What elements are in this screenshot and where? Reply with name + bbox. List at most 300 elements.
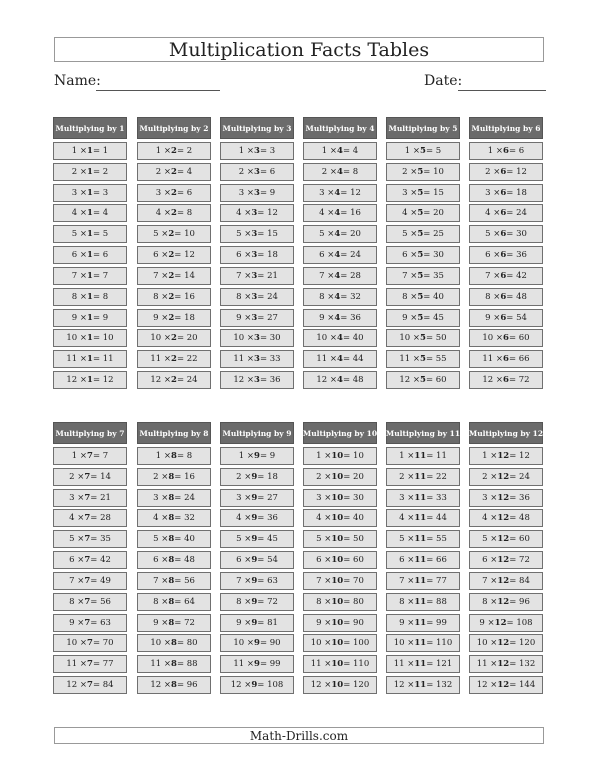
row-left: 5 × (236, 229, 252, 240)
table-row (386, 593, 460, 611)
row-product: = 14 (174, 270, 195, 281)
row-multiplier: 7 (87, 450, 93, 461)
row-left: 9 × (236, 617, 252, 628)
table-row (53, 447, 127, 465)
row-multiplier: 3 (251, 291, 258, 302)
footer: Math-Drills.com (54, 727, 544, 744)
row-product: = 96 (176, 680, 198, 691)
row-left: 1 × (155, 450, 172, 461)
row-product: = 40 (174, 534, 195, 545)
row-left: 4 × (69, 513, 85, 524)
table-row (220, 309, 294, 327)
table-header: Multiplying by 12 (469, 422, 543, 444)
row-left: 5 × (485, 229, 501, 240)
table-row (303, 225, 377, 243)
row-left: 2 × (153, 471, 169, 482)
row-left: 10 × (150, 333, 172, 344)
row-multiplier: 11 (414, 575, 427, 586)
row-product: = 110 (426, 638, 453, 649)
row-product: = 99 (426, 617, 447, 628)
row-product: = 81 (257, 617, 278, 628)
table-row (137, 614, 211, 632)
row-multiplier: 1 (87, 312, 93, 323)
table-row (53, 593, 127, 611)
row-left: 10 × (233, 638, 255, 649)
row-product: = 10 (423, 166, 444, 177)
row-left: 4 × (236, 208, 252, 219)
row-product: = 70 (92, 638, 114, 649)
row-product: = 84 (92, 680, 114, 691)
row-left: 10 × (66, 638, 88, 649)
row-product: = 11 (92, 354, 114, 365)
row-product: = 20 (340, 229, 361, 240)
table-row (386, 225, 460, 243)
row-multiplier: 10 (331, 534, 344, 545)
row-product: = 108 (257, 680, 284, 691)
row-left: 6 × (153, 250, 169, 261)
table-row (386, 447, 460, 465)
table-row (53, 309, 127, 327)
row-left: 9 × (236, 312, 252, 323)
row-left: 1 × (399, 450, 415, 461)
row-multiplier: 9 (251, 575, 258, 586)
name-field[interactable] (96, 90, 220, 91)
row-product: = 21 (257, 270, 278, 281)
table-row (469, 551, 543, 569)
row-left: 9 × (399, 617, 415, 628)
row-left: 5 × (153, 534, 169, 545)
row-multiplier: 1 (87, 229, 93, 240)
row-left: 3 × (153, 492, 169, 503)
row-left: 11 × (399, 354, 421, 365)
table-row (469, 184, 543, 202)
row-left: 1 × (316, 450, 332, 461)
table-row (469, 655, 543, 673)
row-multiplier: 7 (84, 617, 91, 628)
table-header: Multiplying by 10 (303, 422, 377, 444)
table-row (303, 676, 377, 694)
row-product: = 90 (343, 617, 364, 628)
table-row (303, 614, 377, 632)
table-row (469, 163, 543, 181)
row-left: 8 × (236, 596, 252, 607)
row-multiplier: 7 (84, 534, 91, 545)
row-product: = 96 (509, 596, 530, 607)
table-row (386, 267, 460, 285)
row-product: = 12 (506, 166, 527, 177)
row-product: = 24 (174, 492, 195, 503)
row-product: = 16 (174, 471, 195, 482)
row-left: 12 × (399, 375, 421, 386)
row-multiplier: 4 (337, 333, 343, 344)
row-left: 8 × (485, 291, 501, 302)
multiplication-table (137, 422, 211, 694)
row-multiplier: 5 (420, 375, 426, 386)
table-row (53, 163, 127, 181)
row-multiplier: 9 (251, 596, 258, 607)
row-multiplier: 2 (168, 312, 175, 323)
row-product: = 24 (257, 291, 278, 302)
table-row (137, 593, 211, 611)
row-multiplier: 6 (500, 229, 507, 240)
row-multiplier: 1 (87, 145, 93, 156)
row-product: = 120 (343, 680, 370, 691)
row-left: 7 × (153, 575, 169, 586)
row-product: = 63 (90, 617, 111, 628)
row-left: 3 × (482, 492, 498, 503)
row-multiplier: 7 (84, 513, 91, 524)
row-multiplier: 10 (331, 617, 344, 628)
table-row (303, 572, 377, 590)
row-product: = 144 (509, 680, 536, 691)
row-left: 11 × (393, 659, 415, 670)
table-row (220, 184, 294, 202)
table-row (303, 142, 377, 160)
table-header: Multiplying by 6 (469, 117, 543, 139)
row-product: = 8 (176, 208, 193, 219)
row-product: = 70 (343, 575, 364, 586)
row-product: = 60 (509, 534, 530, 545)
row-product: = 1 (92, 145, 109, 156)
row-multiplier: 12 (497, 659, 510, 670)
table-row (386, 676, 460, 694)
row-left: 8 × (236, 291, 252, 302)
table-row (53, 655, 127, 673)
row-left: 6 × (71, 250, 88, 261)
row-multiplier: 3 (251, 312, 258, 323)
row-left: 9 × (485, 312, 501, 323)
multiplication-table (220, 117, 294, 389)
row-multiplier: 8 (171, 659, 177, 670)
table-row (303, 489, 377, 507)
row-product: = 60 (508, 333, 530, 344)
row-multiplier: 9 (251, 617, 258, 628)
row-product: = 24 (506, 208, 527, 219)
row-product: = 88 (176, 659, 198, 670)
table-row (386, 530, 460, 548)
table-row (137, 509, 211, 527)
table-row (220, 204, 294, 222)
row-product: = 108 (506, 617, 533, 628)
row-multiplier: 4 (334, 312, 341, 323)
row-multiplier: 4 (337, 354, 343, 365)
row-multiplier: 11 (414, 513, 427, 524)
table-row (386, 288, 460, 306)
row-multiplier: 2 (168, 291, 175, 302)
row-multiplier: 5 (417, 208, 424, 219)
table-row (53, 329, 127, 347)
table-row (220, 288, 294, 306)
row-product: = 2 (92, 166, 109, 177)
table-row (220, 509, 294, 527)
table-row (220, 572, 294, 590)
multiplication-table (303, 117, 377, 389)
table-row (137, 551, 211, 569)
row-product: = 40 (423, 291, 444, 302)
row-left: 5 × (399, 534, 415, 545)
row-product: = 40 (343, 513, 364, 524)
row-product: = 56 (174, 575, 195, 586)
row-left: 3 × (71, 187, 88, 198)
row-multiplier: 3 (251, 270, 258, 281)
row-product: = 42 (90, 555, 111, 566)
table-row (303, 309, 377, 327)
table-row (303, 593, 377, 611)
row-product: = 56 (90, 596, 111, 607)
row-product: = 3 (92, 187, 109, 198)
row-multiplier: 7 (87, 680, 93, 691)
row-multiplier: 10 (331, 680, 344, 691)
row-left: 2 × (399, 471, 415, 482)
table-row (303, 530, 377, 548)
row-left: 10 × (66, 333, 88, 344)
row-left: 6 × (482, 555, 498, 566)
row-multiplier: 11 (414, 638, 427, 649)
row-product: = 7 (92, 450, 109, 461)
row-left: 12 × (482, 375, 504, 386)
row-multiplier: 3 (254, 145, 260, 156)
row-product: = 6 (508, 145, 525, 156)
row-left: 11 × (476, 659, 498, 670)
row-left: 8 × (153, 596, 169, 607)
row-multiplier: 4 (334, 250, 341, 261)
row-product: = 55 (425, 354, 447, 365)
table-row (53, 489, 127, 507)
row-left: 1 × (238, 450, 255, 461)
row-product: = 18 (257, 250, 278, 261)
row-left: 6 × (153, 555, 169, 566)
table-row (386, 655, 460, 673)
row-multiplier: 11 (414, 617, 427, 628)
row-left: 8 × (316, 596, 332, 607)
row-product: = 27 (257, 492, 278, 503)
row-multiplier: 8 (168, 575, 175, 586)
table-row (469, 447, 543, 465)
row-product: = 10 (174, 229, 195, 240)
row-multiplier: 9 (251, 680, 258, 691)
row-left: 10 × (476, 638, 498, 649)
row-product: = 11 (426, 450, 447, 461)
row-product: = 18 (257, 471, 278, 482)
table-row (220, 329, 294, 347)
row-multiplier: 9 (254, 638, 260, 649)
row-multiplier: 3 (254, 166, 260, 177)
table-row (53, 551, 127, 569)
row-product: = 90 (259, 638, 281, 649)
table-row (303, 184, 377, 202)
row-multiplier: 4 (334, 187, 341, 198)
row-left: 2 × (402, 166, 418, 177)
table-row (386, 163, 460, 181)
row-multiplier: 7 (84, 575, 91, 586)
table-row (137, 288, 211, 306)
table-row (469, 509, 543, 527)
row-multiplier: 12 (497, 471, 510, 482)
row-multiplier: 5 (417, 250, 424, 261)
row-product: = 30 (423, 250, 444, 261)
row-product: = 12 (174, 250, 195, 261)
row-left: 9 × (153, 617, 169, 628)
row-product: = 30 (506, 229, 527, 240)
row-product: = 33 (426, 492, 447, 503)
table-row (53, 468, 127, 486)
row-left: 11 × (233, 354, 255, 365)
row-left: 7 × (69, 575, 85, 586)
date-field[interactable] (458, 90, 546, 91)
row-left: 11 × (66, 659, 88, 670)
row-product: = 30 (343, 492, 364, 503)
row-product: = 10 (92, 333, 114, 344)
table-row (220, 593, 294, 611)
row-left: 4 × (153, 513, 169, 524)
row-left: 7 × (485, 270, 501, 281)
table-row (469, 634, 543, 652)
row-multiplier: 2 (168, 250, 175, 261)
row-multiplier: 9 (251, 513, 258, 524)
row-left: 1 × (487, 145, 504, 156)
page-title: Multiplication Facts Tables (54, 37, 544, 62)
row-left: 9 × (319, 312, 335, 323)
table-row (303, 509, 377, 527)
row-multiplier: 12 (497, 555, 510, 566)
table-row (53, 509, 127, 527)
row-product: = 20 (343, 471, 364, 482)
row-product: = 55 (426, 534, 447, 545)
row-product: = 22 (426, 471, 447, 482)
table-row (53, 267, 127, 285)
row-product: = 5 (425, 145, 442, 156)
row-left: 6 × (316, 555, 332, 566)
row-product: = 45 (257, 534, 278, 545)
row-left: 6 × (399, 555, 415, 566)
row-multiplier: 2 (171, 354, 177, 365)
row-left: 7 × (153, 270, 169, 281)
table-row (220, 634, 294, 652)
row-product: = 48 (509, 513, 530, 524)
row-left: 6 × (319, 250, 335, 261)
row-left: 12 × (66, 375, 88, 386)
row-left: 4 × (155, 208, 172, 219)
table-row (220, 489, 294, 507)
row-multiplier: 6 (503, 354, 509, 365)
table-header: Multiplying by 3 (220, 117, 294, 139)
row-left: 12 × (476, 680, 498, 691)
row-left: 9 × (316, 617, 332, 628)
table-header: Multiplying by 9 (220, 422, 294, 444)
table-row (386, 614, 460, 632)
table-row (53, 225, 127, 243)
row-product: = 33 (259, 354, 281, 365)
row-multiplier: 8 (168, 555, 175, 566)
table-row (469, 309, 543, 327)
row-product: = 30 (259, 333, 281, 344)
table-row (303, 551, 377, 569)
row-multiplier: 12 (497, 450, 510, 461)
row-multiplier: 10 (331, 555, 344, 566)
row-product: = 66 (508, 354, 530, 365)
row-multiplier: 8 (171, 638, 177, 649)
table-header: Multiplying by 1 (53, 117, 127, 139)
table-row (137, 225, 211, 243)
table-header: Multiplying by 7 (53, 422, 127, 444)
table-row (220, 225, 294, 243)
row-left: 11 × (482, 354, 504, 365)
row-product: = 77 (426, 575, 447, 586)
row-left: 3 × (238, 187, 255, 198)
row-multiplier: 12 (497, 680, 510, 691)
row-product: = 15 (423, 187, 444, 198)
row-product: = 16 (340, 208, 361, 219)
row-left: 6 × (402, 250, 418, 261)
row-multiplier: 2 (171, 145, 177, 156)
row-product: = 22 (176, 354, 198, 365)
row-multiplier: 6 (503, 375, 509, 386)
row-product: = 72 (174, 617, 195, 628)
row-multiplier: 11 (414, 492, 427, 503)
row-product: = 49 (90, 575, 111, 586)
row-left: 3 × (319, 187, 335, 198)
row-multiplier: 5 (417, 229, 424, 240)
row-left: 3 × (485, 187, 501, 198)
table-row (137, 267, 211, 285)
table-row (469, 489, 543, 507)
row-multiplier: 3 (251, 229, 258, 240)
row-left: 11 × (150, 659, 172, 670)
row-left: 1 × (238, 145, 255, 156)
row-product: = 44 (342, 354, 364, 365)
row-left: 5 × (482, 534, 498, 545)
row-multiplier: 6 (500, 187, 507, 198)
table-row (469, 246, 543, 264)
row-multiplier: 9 (251, 471, 258, 482)
row-product: = 36 (506, 250, 527, 261)
row-multiplier: 3 (251, 250, 258, 261)
row-multiplier: 7 (84, 596, 91, 607)
table-row (220, 468, 294, 486)
table-row (53, 246, 127, 264)
row-product: = 24 (176, 375, 198, 386)
row-product: = 45 (423, 312, 444, 323)
table-row (53, 371, 127, 389)
row-product: = 3 (259, 145, 276, 156)
table-row (220, 551, 294, 569)
row-left: 12 × (150, 680, 172, 691)
row-left: 5 × (236, 534, 252, 545)
row-product: = 12 (340, 187, 361, 198)
row-product: = 72 (257, 596, 278, 607)
table-row (137, 634, 211, 652)
row-product: = 63 (257, 575, 278, 586)
row-product: = 100 (343, 638, 370, 649)
table-row (137, 447, 211, 465)
table-row (220, 447, 294, 465)
row-product: = 5 (92, 229, 109, 240)
row-multiplier: 4 (337, 145, 343, 156)
multiplication-table (386, 117, 460, 389)
row-left: 6 × (236, 250, 252, 261)
row-left: 8 × (319, 291, 335, 302)
row-multiplier: 9 (251, 492, 258, 503)
row-multiplier: 11 (414, 555, 427, 566)
row-product: = 18 (174, 312, 195, 323)
row-left: 12 × (316, 375, 338, 386)
row-left: 2 × (155, 166, 172, 177)
row-multiplier: 2 (171, 166, 177, 177)
row-left: 4 × (71, 208, 88, 219)
row-product: = 60 (425, 375, 447, 386)
row-multiplier: 10 (331, 575, 344, 586)
row-product: = 132 (509, 659, 536, 670)
